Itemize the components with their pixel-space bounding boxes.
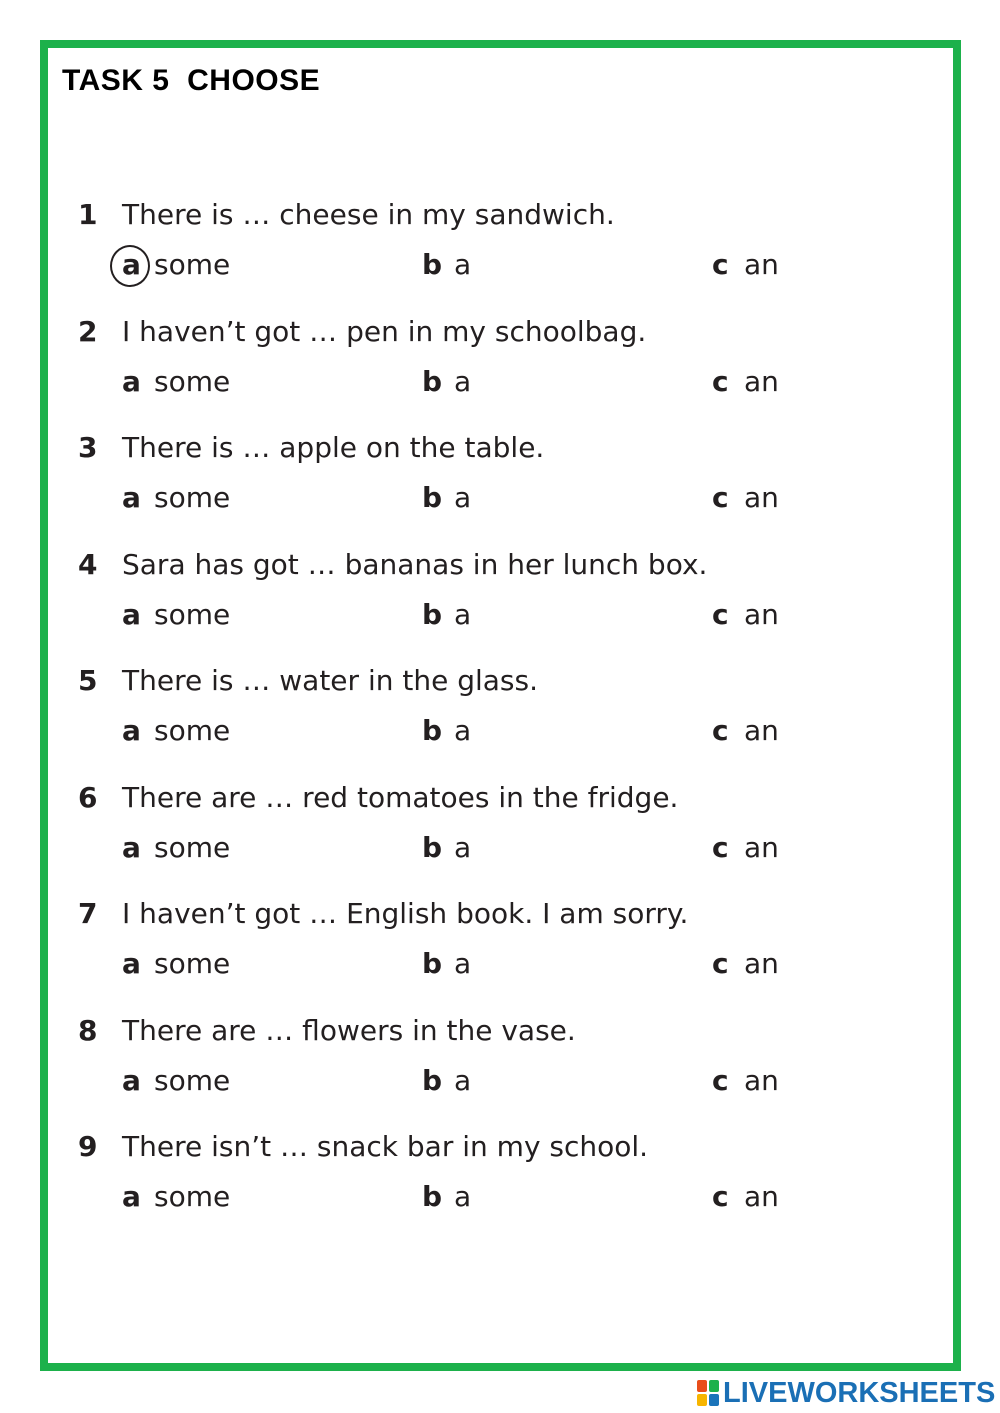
- option-a[interactable]: [122, 1064, 230, 1097]
- question-1: [0, 198, 1000, 308]
- question-2: [0, 315, 1000, 425]
- question-text: There are … red tomatoes in the fridge.: [122, 781, 679, 814]
- option-a[interactable]: [122, 248, 230, 281]
- liveworksheets-logo: [697, 1376, 995, 1410]
- option-b[interactable]: [422, 947, 471, 980]
- logo-icon: [697, 1380, 719, 1406]
- option-c[interactable]: [712, 1180, 779, 1213]
- option-label: an: [744, 947, 779, 980]
- option-c[interactable]: [712, 365, 779, 398]
- question-number: 3: [78, 431, 98, 464]
- option-letter: a: [122, 831, 141, 864]
- option-letter: b: [422, 365, 443, 398]
- question-text: There is … apple on the table.: [122, 431, 545, 464]
- option-b[interactable]: [422, 1064, 471, 1097]
- option-letter: a: [122, 598, 141, 631]
- option-letter: b: [422, 714, 443, 747]
- question-text: Sara has got … bananas in her lunch box.: [122, 548, 708, 581]
- question-8: [0, 1014, 1000, 1124]
- option-letter: c: [712, 1064, 729, 1097]
- option-label: an: [744, 1064, 779, 1097]
- option-c[interactable]: [712, 248, 779, 281]
- option-label: an: [744, 481, 779, 514]
- option-label: some: [154, 831, 231, 864]
- question-text: There is … water in the glass.: [122, 664, 539, 697]
- option-b[interactable]: [422, 1180, 471, 1213]
- question-number: 1: [78, 198, 98, 231]
- option-label: an: [744, 248, 779, 281]
- option-letter: c: [712, 365, 729, 398]
- option-letter: b: [422, 481, 443, 514]
- question-number: 9: [78, 1130, 98, 1163]
- option-a[interactable]: [122, 714, 230, 747]
- option-letter: a: [122, 947, 141, 980]
- question-5: [0, 664, 1000, 774]
- option-letter: c: [712, 714, 729, 747]
- option-b[interactable]: [422, 248, 471, 281]
- option-a[interactable]: [122, 481, 230, 514]
- option-label: an: [744, 365, 779, 398]
- option-letter: b: [422, 1064, 443, 1097]
- option-label: a: [454, 481, 472, 514]
- option-a[interactable]: [122, 598, 230, 631]
- option-letter: a: [122, 248, 154, 281]
- option-b[interactable]: [422, 598, 471, 631]
- option-label: some: [154, 714, 231, 747]
- option-letter: b: [422, 947, 443, 980]
- option-label: a: [454, 1064, 472, 1097]
- option-letter: a: [122, 1064, 141, 1097]
- question-text: There isn’t … snack bar in my school.: [122, 1130, 649, 1163]
- option-c[interactable]: [712, 831, 779, 864]
- question-number: 4: [78, 548, 98, 581]
- question-3: [0, 431, 1000, 541]
- option-letter: c: [712, 947, 729, 980]
- option-letter: c: [712, 248, 729, 281]
- question-text: I haven’t got … English book. I am sorry.: [122, 897, 689, 930]
- option-label: a: [454, 598, 472, 631]
- question-number: 7: [78, 897, 98, 930]
- option-label: a: [454, 248, 472, 281]
- option-label: some: [154, 365, 231, 398]
- option-c[interactable]: [712, 481, 779, 514]
- question-number: 6: [78, 781, 98, 814]
- option-b[interactable]: [422, 365, 471, 398]
- option-label: some: [154, 248, 231, 281]
- option-letter: c: [712, 481, 729, 514]
- option-letter: b: [422, 1180, 443, 1213]
- option-letter: a: [122, 365, 141, 398]
- option-c[interactable]: [712, 598, 779, 631]
- question-6: [0, 781, 1000, 891]
- option-label: an: [744, 1180, 779, 1213]
- option-label: a: [454, 1180, 472, 1213]
- question-4: [0, 548, 1000, 658]
- question-number: 5: [78, 664, 98, 697]
- option-c[interactable]: [712, 1064, 779, 1097]
- option-label: some: [154, 1180, 231, 1213]
- option-label: an: [744, 714, 779, 747]
- option-c[interactable]: [712, 947, 779, 980]
- option-a[interactable]: [122, 1180, 230, 1213]
- option-c[interactable]: [712, 714, 779, 747]
- option-label: an: [744, 831, 779, 864]
- selected-circle-mark: [110, 245, 150, 287]
- option-label: some: [154, 1064, 231, 1097]
- question-9: [0, 1130, 1000, 1240]
- option-label: some: [154, 481, 231, 514]
- option-label: some: [154, 947, 231, 980]
- option-label: a: [454, 947, 472, 980]
- option-letter: a: [122, 714, 141, 747]
- option-label: an: [744, 598, 779, 631]
- option-a[interactable]: [122, 831, 230, 864]
- option-letter: a: [122, 1180, 141, 1213]
- question-7: [0, 897, 1000, 1007]
- option-label: some: [154, 598, 231, 631]
- option-letter: b: [422, 598, 443, 631]
- option-letter: c: [712, 831, 729, 864]
- option-letter: a: [122, 481, 141, 514]
- question-text: There is … cheese in my sandwich.: [122, 198, 615, 231]
- question-text: I haven’t got … pen in my schoolbag.: [122, 315, 647, 348]
- option-label: a: [454, 831, 472, 864]
- task-title: TASK 5 CHOOSE: [62, 64, 321, 97]
- question-number: 2: [78, 315, 98, 348]
- option-a[interactable]: [122, 947, 230, 980]
- option-b[interactable]: [422, 714, 471, 747]
- question-text: There are … flowers in the vase.: [122, 1014, 576, 1047]
- option-a[interactable]: [122, 365, 230, 398]
- option-letter: c: [712, 598, 729, 631]
- option-letter: b: [422, 831, 443, 864]
- question-number: 8: [78, 1014, 98, 1047]
- option-letter: c: [712, 1180, 729, 1213]
- option-b[interactable]: [422, 831, 471, 864]
- option-letter: b: [422, 248, 443, 281]
- logo-text: LIVEWORKSHEETS: [723, 1376, 996, 1409]
- option-b[interactable]: [422, 481, 471, 514]
- option-label: a: [454, 365, 472, 398]
- option-label: a: [454, 714, 472, 747]
